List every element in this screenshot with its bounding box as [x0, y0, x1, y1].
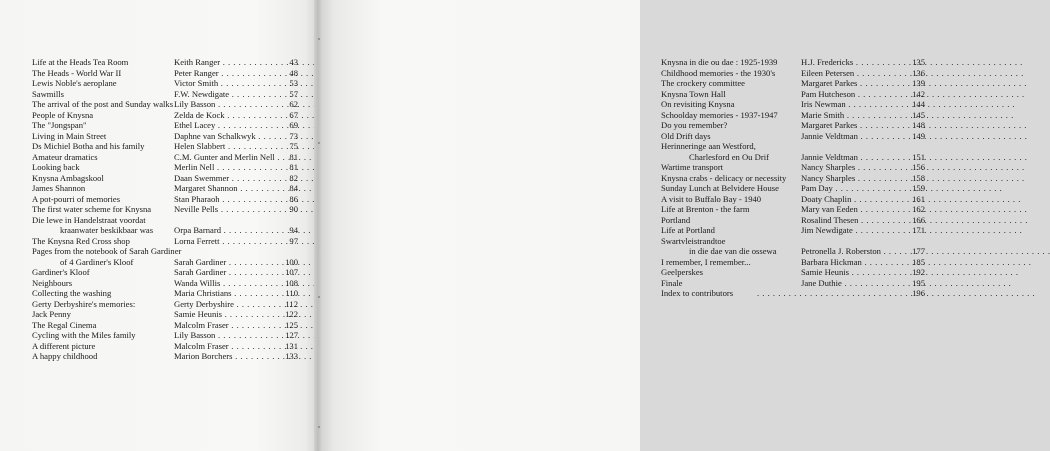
- entry-page-number: 75: [289, 141, 298, 151]
- entry-author: Samie Heunis . . .: [174, 309, 274, 320]
- entry-author: Gerty Derbyshire . . .: [174, 299, 274, 310]
- toc-entry: [661, 278, 925, 289]
- toc-entry: [32, 110, 298, 121]
- entry-title: Cycling with the Miles family: [32, 330, 136, 340]
- toc-entry: [661, 57, 925, 68]
- entry-title: A different picture: [32, 340, 96, 351]
- entry-page-number: 177: [912, 246, 925, 256]
- entry-page-number: 148: [912, 120, 925, 130]
- toc-entry: [32, 288, 298, 299]
- entry-author: Stan Pharaoh . . .: [174, 194, 274, 205]
- entry-author: Marion Borchers . . .: [174, 351, 274, 362]
- toc-entry: [32, 309, 298, 320]
- entry-author: Lorna Ferrett . . .: [174, 236, 274, 247]
- entry-title: A visit to Buffalo Bay - 1940: [661, 193, 762, 204]
- entry-page-number: 43: [289, 57, 298, 67]
- entry-title-continued: kraanwater beskikbaar was: [60, 225, 154, 235]
- toc-entry: [32, 194, 298, 205]
- entry-page-number: 135: [912, 57, 925, 67]
- entry-author: Keith Ranger . . .: [174, 57, 274, 68]
- entry-author: Jane Duthie . . .: [801, 278, 901, 289]
- toc-entry: [661, 225, 925, 236]
- toc-entry: [661, 110, 925, 121]
- binding-hole: [318, 296, 320, 298]
- toc-entry: [32, 351, 298, 362]
- entry-author: F.W. Newdigate . . .: [174, 89, 274, 100]
- entry-author: Marie Smith . . .: [801, 110, 901, 121]
- entry-title: On revisiting Knysna: [661, 99, 735, 109]
- entry-title: A pot-pourri of memories: [32, 193, 121, 204]
- entry-author: Jim Newdigate . . .: [801, 225, 901, 236]
- entry-title: Sunday Lunch at Belvidere House: [661, 183, 779, 193]
- toc-entry: [661, 78, 925, 89]
- toc-left: [32, 57, 298, 362]
- entry-page-number: 149: [912, 130, 925, 141]
- toc-entry: [661, 194, 925, 205]
- entry-title: The Heads - World War II: [32, 67, 122, 78]
- entry-title: Sawmills: [32, 88, 64, 99]
- entry-author: Zelda de Kock . . .: [174, 110, 274, 121]
- entry-author: Daan Swemmer . . .: [174, 173, 274, 184]
- entry-title-continued: in die dae van die ossewa: [689, 246, 777, 256]
- entry-title: Portland: [661, 214, 691, 225]
- entry-author: Wanda Willis . . .: [174, 278, 274, 289]
- entry-page-number: 156: [912, 162, 925, 172]
- toc-entry: [661, 131, 925, 142]
- entry-page-number: 127: [285, 330, 298, 340]
- toc-entry: [661, 183, 925, 194]
- toc-entry: [661, 173, 925, 184]
- entry-author: Maria Christians . . .: [174, 288, 274, 299]
- entry-author: Neville Pells . . .: [174, 204, 274, 215]
- entry-page-number: 108: [285, 277, 298, 288]
- entry-page-number: 162: [912, 204, 925, 214]
- entry-title: Knysna in die ou dae : 1925-1939: [661, 57, 778, 67]
- entry-title: James Shannon: [32, 183, 86, 193]
- entry-page-number: 73: [289, 130, 298, 141]
- toc-entry: [32, 278, 298, 289]
- entry-page-number: 192: [912, 267, 925, 277]
- entry-page-number: 195: [912, 277, 925, 288]
- entry-author: Rosalind Thesen . . .: [801, 215, 901, 226]
- entry-page-number: 139: [912, 78, 925, 88]
- toc-right: [661, 57, 925, 299]
- entry-title-continued: of 4 Gardiner's Kloof: [60, 256, 134, 267]
- entry-author: Sarah Gardiner . . .: [174, 257, 274, 268]
- entry-page-number: 53: [289, 78, 298, 88]
- entry-title: Collecting the washing: [32, 288, 112, 298]
- entry-title: Lewis Noble's aeroplane: [32, 78, 117, 88]
- entry-title: The crockery committee: [661, 78, 745, 88]
- entry-author: Margaret Parkes . . .: [801, 78, 901, 89]
- entry-title: I remember, I remember...: [661, 256, 751, 267]
- entry-page-number: 166: [912, 214, 925, 225]
- toc-entry: [32, 152, 298, 163]
- entry-page-number: 94: [289, 225, 298, 235]
- entry-title: Geelperskes: [661, 267, 703, 277]
- entry-title: Life at Brenton - the farm: [661, 204, 750, 214]
- entry-author: Doaty Chaplin . . .: [801, 194, 901, 205]
- entry-author: Lily Basson . . .: [174, 99, 274, 110]
- toc-entry: [32, 299, 298, 310]
- toc-entry: [661, 120, 925, 131]
- entry-author: Mary van Eeden . . .: [801, 204, 901, 215]
- index-title: Index to contributors: [661, 288, 734, 298]
- entry-author: Pam Day . . .: [801, 183, 901, 194]
- toc-entry: [32, 341, 298, 352]
- entry-page-number: 57: [289, 88, 298, 99]
- toc-entry: [32, 131, 298, 142]
- entry-title: Gardiner's Kloof: [32, 267, 90, 277]
- entry-page-number: 112: [285, 298, 298, 309]
- toc-entry: [661, 141, 925, 162]
- entry-page-number: 158: [912, 172, 925, 183]
- entry-page-number: 82: [289, 172, 298, 183]
- entry-page-number: 145: [912, 109, 925, 120]
- entry-page-number: 159: [912, 183, 925, 193]
- toc-entry: [32, 204, 298, 215]
- entry-title: Herinneringe aan Westford,: [661, 141, 756, 151]
- toc-entry: [661, 215, 925, 226]
- toc-entry: [661, 236, 925, 257]
- entry-page-number: 151: [912, 151, 925, 162]
- entry-page-number: 125: [285, 319, 298, 330]
- toc-entry: [32, 162, 298, 173]
- entry-title: Knysna Town Hall: [661, 88, 726, 99]
- entry-author: Nancy Sharples . . .: [801, 162, 901, 173]
- toc-entry: [32, 236, 298, 247]
- entry-author: Margaret Parkes . . .: [801, 120, 901, 131]
- entry-title: Finale: [661, 277, 683, 288]
- entry-author: Daphne van Schalkwyk . . .: [174, 131, 274, 142]
- entry-title: Life at Portland: [661, 225, 715, 235]
- entry-page-number: 144: [912, 99, 925, 109]
- entry-author: Malcolm Fraser . . .: [174, 341, 274, 352]
- entry-title: Schoolday memories - 1937-1947: [661, 109, 778, 120]
- entry-title: Neighbours: [32, 277, 73, 288]
- entry-title: Gerty Derbyshire's memories:: [32, 298, 136, 309]
- toc-entry: [661, 99, 925, 110]
- entry-author: H.J. Fredericks . . .: [801, 57, 901, 68]
- entry-author: Merlin Nell . . .: [174, 162, 274, 173]
- entry-title: The Knysna Red Cross shop: [32, 235, 130, 246]
- entry-page-number: 185: [912, 256, 925, 267]
- entry-page-number: 110: [285, 288, 298, 298]
- entry-title: A happy childhood: [32, 351, 98, 361]
- entry-author: Helen Slabbert . . .: [174, 141, 274, 152]
- entry-author: Pam Hutcheson . . .: [801, 89, 901, 100]
- entry-title: Amateur dramatics: [32, 151, 98, 162]
- toc-entry: [32, 89, 298, 100]
- entry-author: Petronella J. Roberston . . .: [801, 246, 901, 257]
- entry-title: Childhood memories - the 1930's: [661, 67, 776, 78]
- entry-page-number: 81: [289, 151, 298, 162]
- toc-entry: [32, 141, 298, 152]
- entry-page-number: 69: [289, 120, 298, 130]
- entry-page-number: 84: [289, 183, 298, 193]
- entry-title: Jack Penny: [32, 309, 71, 319]
- entry-author: Margaret Shannon . . .: [174, 183, 274, 194]
- entry-author: C.M. Gunter and Merlin Nell . . .: [174, 152, 274, 163]
- entry-author: Samie Heunis . . .: [801, 267, 901, 278]
- index-page-number: 196: [912, 288, 925, 298]
- toc-entry: [661, 204, 925, 215]
- entry-page-number: 107: [285, 267, 298, 277]
- toc-index-entry: [661, 288, 925, 299]
- toc-entry: [32, 246, 298, 267]
- entry-author: Barbara Hickman . . .: [801, 257, 901, 268]
- entry-title: Living in Main Street: [32, 130, 107, 141]
- entry-page-number: 67: [289, 109, 298, 120]
- toc-entry: [32, 68, 298, 79]
- entry-author: Eileen Petersen . . .: [801, 68, 901, 79]
- entry-title: The "Jongspan": [32, 120, 87, 130]
- toc-entry: [32, 183, 298, 194]
- toc-entry: [32, 215, 298, 236]
- entry-author: Jannie Veldtman . . .: [801, 152, 901, 163]
- entry-title-continued: Charlesford en Ou Drif: [689, 151, 769, 162]
- entry-title: Old Drift days: [661, 130, 711, 141]
- toc-entry: [32, 267, 298, 278]
- entry-title: Ds Michiel Botha and his family: [32, 141, 145, 151]
- entry-page-number: 131: [285, 340, 298, 351]
- book-gutter: [314, 0, 322, 451]
- toc-entry: [32, 330, 298, 341]
- entry-author: Victor Smith . . .: [174, 78, 274, 89]
- entry-title: Wartime transport: [661, 162, 724, 172]
- toc-entry: [32, 57, 298, 68]
- entry-page-number: 81: [289, 162, 298, 172]
- left-page: [0, 0, 318, 451]
- entry-author: Nancy Sharples . . .: [801, 173, 901, 184]
- entry-title: People of Knysna: [32, 109, 94, 120]
- entry-page-number: 86: [289, 193, 298, 204]
- entry-title: The Regal Cinema: [32, 319, 97, 330]
- toc-entry: [32, 120, 298, 131]
- entry-title: Pages from the notebook of Sarah Gardiner: [32, 246, 182, 256]
- entry-title: Looking back: [32, 162, 80, 172]
- entry-page-number: 161: [912, 193, 925, 204]
- entry-title: Swartvleistrandtoe: [661, 235, 726, 246]
- entry-author: Iris Newman . . .: [801, 99, 901, 110]
- entry-page-number: 136: [912, 67, 925, 78]
- toc-entry: [32, 320, 298, 331]
- entry-title: The arrival of the post and Sunday walks: [32, 99, 174, 109]
- entry-author: Jannie Veldtman . . .: [801, 131, 901, 142]
- entry-title: Do you remember?: [661, 120, 728, 130]
- binding-hole: [318, 142, 320, 144]
- entry-page-number: 171: [912, 225, 925, 235]
- entry-title: Die lewe in Handelstraat voordat: [32, 214, 146, 225]
- entry-page-number: 122: [285, 309, 298, 319]
- entry-title: Knysna crabs - delicacy or necessity: [661, 172, 787, 183]
- entry-author: Orpa Barnard . . .: [174, 225, 274, 236]
- toc-entry: [661, 68, 925, 79]
- binding-hole: [318, 38, 320, 40]
- toc-entry: [32, 78, 298, 89]
- dot-leader: [757, 288, 903, 299]
- entry-title: Knysna Ambagskool: [32, 172, 104, 183]
- entry-page-number: 142: [912, 88, 925, 99]
- toc-entry: [32, 99, 298, 110]
- toc-entry: [661, 89, 925, 100]
- entry-title: The first water scheme for Knysna: [32, 204, 152, 214]
- entry-title: Life at the Heads Tea Room: [32, 57, 129, 67]
- right-page: [318, 0, 925, 451]
- toc-entry: [661, 257, 925, 268]
- entry-page-number: 100: [285, 256, 298, 267]
- entry-author: Malcolm Fraser . . .: [174, 320, 274, 331]
- toc-entry: [661, 267, 925, 278]
- entry-page-number: 133: [285, 351, 298, 361]
- entry-author: Ethel Lacey . . .: [174, 120, 274, 131]
- entry-page-number: 97: [289, 235, 298, 246]
- entry-page-number: 62: [289, 99, 298, 109]
- entry-author: Sarah Gardiner . . .: [174, 267, 274, 278]
- toc-entry: [32, 173, 298, 184]
- entry-author: Peter Ranger . . .: [174, 68, 274, 79]
- entry-page-number: 90: [289, 204, 298, 214]
- entry-author: Lily Basson . . .: [174, 330, 274, 341]
- binding-hole: [318, 426, 320, 428]
- toc-entry: [661, 162, 925, 173]
- entry-page-number: 48: [289, 67, 298, 78]
